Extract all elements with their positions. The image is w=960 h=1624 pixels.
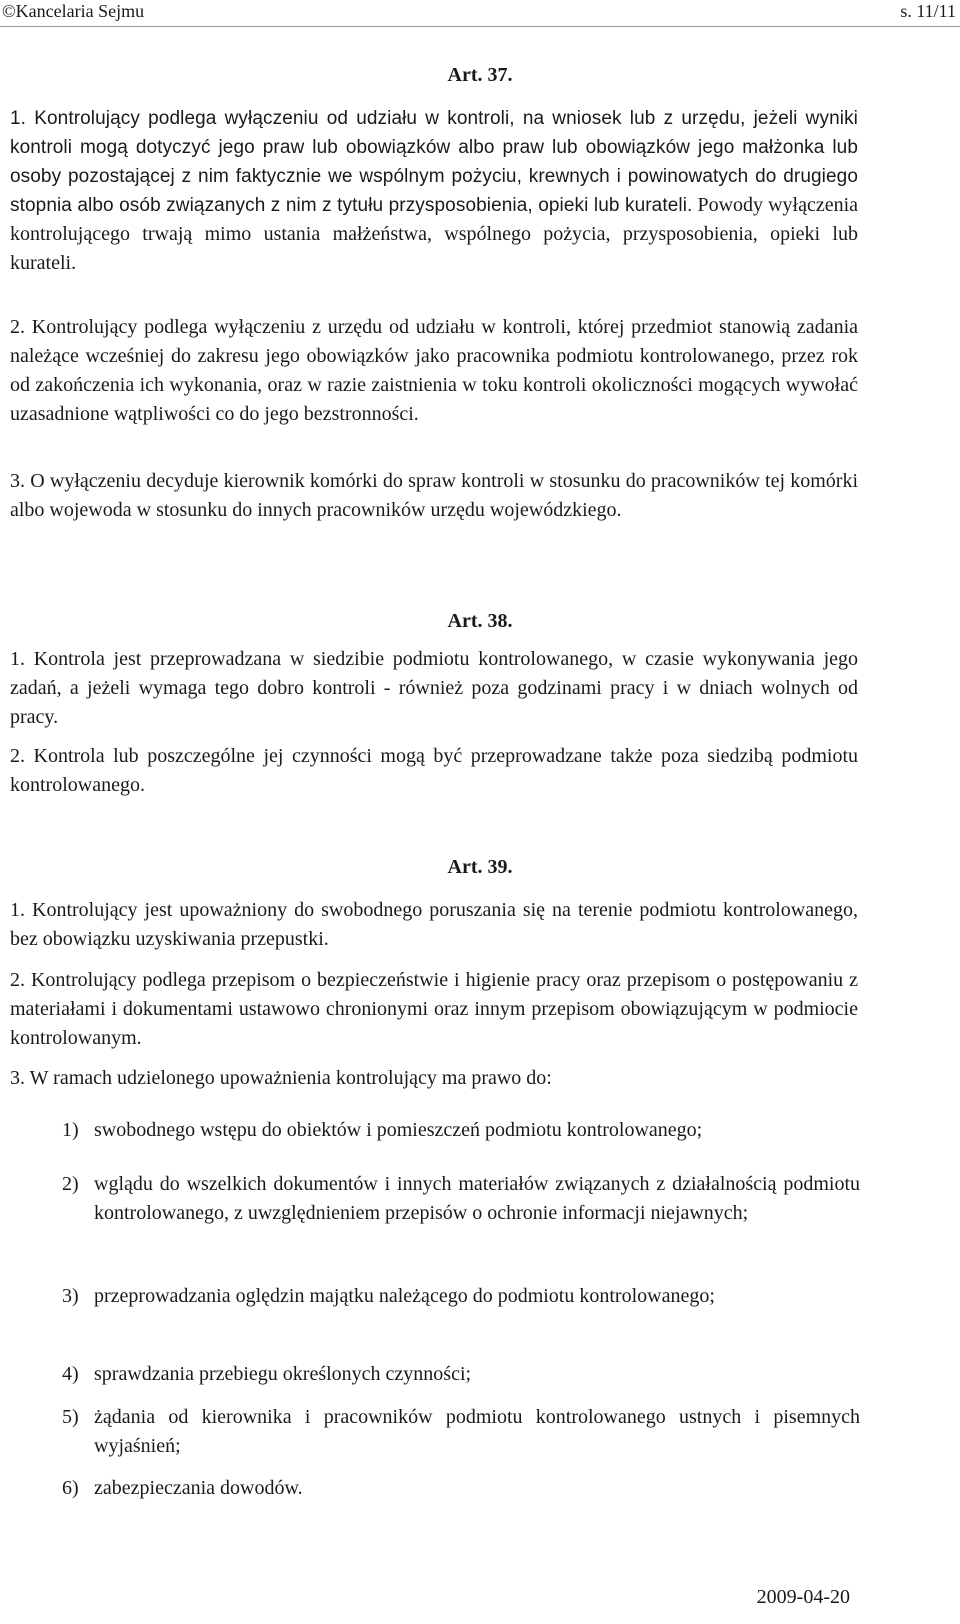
art37-p2-number: 2.: [10, 316, 25, 338]
list-item-number: 6): [62, 1477, 79, 1499]
article-37-title: Art. 37.: [447, 64, 513, 86]
art39-p3-text: W ramach udzielonego upoważnienia kontrolujący ma prawo do:: [29, 1067, 552, 1089]
art39-list-item-1: [62, 1116, 860, 1145]
list-item-number: 5): [62, 1406, 79, 1428]
list-item-number: 1): [62, 1119, 79, 1141]
art39-list-item-2: [62, 1170, 860, 1228]
header-page-number: s. 11/11: [900, 1, 956, 21]
list-item-text: swobodnego wstępu do obiektów i pomieszczeń podmiotu kontrolowanego;: [94, 1119, 703, 1141]
art37-p3-number: 3.: [10, 470, 25, 492]
list-item-number: 3): [62, 1285, 79, 1307]
art38-paragraph-1: [10, 645, 858, 732]
list-item-number: 2): [62, 1173, 79, 1195]
art39-paragraph-1: [10, 896, 858, 954]
footer-date: 2009-04-20: [756, 1586, 850, 1608]
art39-list-item-3: [62, 1282, 860, 1311]
art37-p3-text: O wyłączeniu decyduje kierownik komórki do spraw kontroli w stosunku do pracowników tej komórki albo wojewoda w stosunku do innych pracowników urzędu wojewódzkiego.: [10, 470, 859, 521]
art38-p1-text: Kontrola jest przeprowadzana w siedzibie podmiotu kontrolowanego, w czasie wykonywania jego zadań, a jeżeli wymaga tego dobro kontroli - również poza godzinami pracy i w dniach wolnych od pracy.: [10, 648, 859, 728]
art39-p2-text: Kontrolujący podlega przepisom o bezpieczeństwie i higienie pracy oraz przepisom o postępowaniu z materiałami i dokumentami ustawowo chronionymi oraz innym przepisom obowiązującym w podmiocie kontrolowanym.: [10, 969, 858, 1049]
article-38-title: Art. 38.: [447, 610, 513, 632]
list-item-text: sprawdzania przebiegu określonych czynności;: [94, 1363, 472, 1385]
list-item-text: wglądu do wszelkich dokumentów i innych materiałów związanych z działalnością podmiotu kontrolowanego, z uwzględnieniem przepisów o ochronie informacji niejawnych;: [94, 1173, 860, 1224]
art39-paragraph-2: [10, 966, 858, 1053]
art37-p1-tail: Powody wyłączenia kontrolującego trwają mimo ustania małżeństwa, wspólnego pożycia, przysposobienia, opieki lub kurateli.: [10, 194, 859, 274]
art37-p1-text: Kontrolujący podlega wyłączeniu od udziału w kontroli, na wniosek lub z urzędu, jeżeli wyniki kontroli mogą dotyczyć jego praw lub obowiązków albo praw lub obowiązków jego małżonka lub osoby pozostającej z nim faktycznie we wspólnym pożyciu, krewnych i powinowatych do drugiego stopnia albo osób związanych z nim z tytułu przysposobienia, opieki lub kurateli.: [10, 108, 858, 216]
list-item-text: żądania od kierownika i pracowników podmiotu kontrolowanego ustnych i pisemnych wyjaśnień;: [94, 1406, 860, 1457]
article-39-title: Art. 39.: [447, 856, 513, 878]
art37-paragraph-3: [10, 467, 858, 525]
page-header: [0, 0, 960, 27]
art38-p1-number: 1.: [10, 648, 25, 670]
art38-p2-number: 2.: [10, 745, 25, 767]
art38-p2-text: Kontrola lub poszczególne jej czynności mogą być przeprowadzane także poza siedzibą podmiotu kontrolowanego.: [10, 745, 858, 796]
art39-p3-number: 3.: [10, 1067, 25, 1089]
list-item-number: 4): [62, 1363, 79, 1385]
art37-paragraph-2: [10, 313, 858, 429]
art39-paragraph-3: [10, 1064, 858, 1093]
header-publisher: ©Kancelaria Sejmu: [2, 1, 145, 21]
art37-paragraph-1: [10, 104, 858, 278]
art39-p2-number: 2.: [10, 969, 25, 991]
art39-list-item-6: [62, 1474, 860, 1503]
art39-list-item-4: [62, 1360, 860, 1389]
art39-p1-text: Kontrolujący jest upoważniony do swobodnego poruszania się na terenie podmiotu kontrolowanego, bez obowiązku uzyskiwania przepustki.: [10, 899, 859, 950]
art39-p1-number: 1.: [10, 899, 25, 921]
art37-p2-text: Kontrolujący podlega wyłączeniu z urzędu od udziału w kontroli, której przedmiot stanowią zadania należące wcześniej do zakresu jego obowiązków jako pracownika podmiotu kontrolowanego, przez rok od zakończenia ich wykonania, oraz w razie zaistnienia w toku kontroli okoliczności mogących wywołać uzasadnione wątpliwości co do jego bezstronności.: [10, 316, 858, 425]
art37-p1-number: 1.: [10, 108, 27, 129]
art38-paragraph-2: [10, 742, 858, 800]
list-item-text: zabezpieczania dowodów.: [94, 1477, 303, 1499]
art39-list-item-5: [62, 1403, 860, 1461]
list-item-text: przeprowadzania oględzin majątku należącego do podmiotu kontrolowanego;: [94, 1285, 715, 1307]
